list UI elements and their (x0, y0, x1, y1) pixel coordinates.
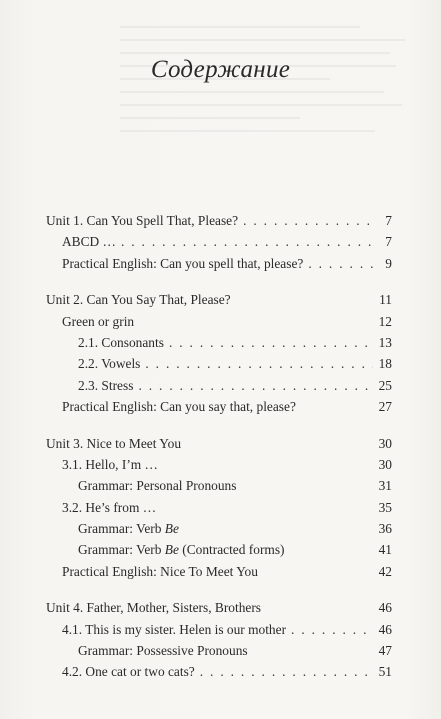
page-number: 9 (385, 255, 392, 271)
toc-unit (46, 289, 392, 417)
toc-entry[interactable] (46, 332, 392, 353)
toc-entry-suffix: (Contracted forms) (178, 542, 285, 558)
toc-entry-title (46, 597, 261, 618)
dot-leader (243, 210, 373, 231)
toc-entry[interactable] (46, 561, 392, 582)
toc-entry-title (62, 396, 296, 417)
toc-entry-text: Grammar: Possessive Pronouns (78, 643, 248, 659)
toc-entry-text: 4.1. This is my sister. Helen is our mother (62, 621, 287, 637)
page-number: 30 (378, 456, 392, 472)
toc-entry[interactable] (46, 353, 392, 374)
page-number: 7 (385, 213, 392, 228)
toc-unit-heading[interactable] (46, 210, 392, 231)
toc-entry-title (62, 311, 134, 332)
page-number: 18 (378, 356, 392, 372)
page-number: 41 (378, 542, 392, 558)
toc-entry-title (62, 497, 156, 518)
dot-leader (200, 661, 373, 682)
dot-leader (169, 332, 373, 353)
toc-entry[interactable] (46, 375, 392, 396)
toc-entry-italic: Be (164, 542, 179, 558)
page-number: 30 (378, 435, 392, 451)
page-number: 36 (378, 521, 392, 537)
toc-entry[interactable] (46, 475, 392, 496)
page-title: Содержание (150, 56, 291, 83)
toc-entry-text: 2.1. Consonants (78, 334, 164, 350)
toc-entry-title (62, 619, 286, 640)
toc-entry-text: 3.1. Hello, I’m … (62, 456, 158, 472)
toc-entry-text: Unit 1. Can You Spell That, Please? (46, 213, 239, 228)
toc-unit-heading[interactable] (46, 433, 392, 454)
toc-entry-text: Practical English: Can you spell that, please? (62, 255, 304, 271)
toc-entry[interactable] (46, 539, 392, 560)
dot-leader (291, 619, 373, 640)
toc-entry-text: 4.2. One cat or two cats? (62, 664, 195, 680)
toc-entry-title (62, 661, 195, 682)
toc-entry-title (78, 475, 236, 496)
page-number: 12 (378, 313, 392, 329)
page-number: 11 (379, 292, 392, 308)
dot-leader (308, 253, 373, 274)
page-number: 42 (378, 563, 392, 579)
toc-entry[interactable] (46, 454, 392, 475)
toc-entry[interactable] (46, 253, 392, 274)
toc-entry-title (78, 375, 133, 396)
toc-entry[interactable] (46, 497, 392, 518)
page-number: 31 (378, 478, 392, 494)
table-of-contents (46, 210, 392, 698)
toc-entry-text: ABCD … (62, 234, 116, 250)
page-number: 25 (378, 377, 392, 393)
page-number: 46 (378, 600, 392, 616)
dot-leader (121, 231, 373, 252)
dot-leader (138, 375, 373, 396)
toc-entry-text: Grammar: Verb (78, 542, 165, 558)
toc-entry-title (62, 561, 258, 582)
toc-entry-text: 2.3. Stress (78, 377, 134, 393)
show-through-text (120, 26, 420, 156)
toc-entry[interactable] (46, 518, 392, 539)
toc-entry-title (46, 289, 231, 310)
toc-unit (46, 597, 392, 683)
toc-entry-text: Grammar: Verb (78, 521, 165, 537)
toc-entry-text: Unit 2. Can You Say That, Please? (46, 292, 231, 308)
toc-entry-title (46, 433, 181, 454)
toc-entry-title (62, 231, 116, 252)
toc-entry-text: Unit 4. Father, Mother, Sisters, Brothers (46, 600, 262, 616)
toc-entry-title (62, 253, 303, 274)
toc-entry[interactable] (46, 231, 392, 252)
toc-entry-title (62, 454, 158, 475)
page-number: 13 (378, 334, 392, 350)
toc-entry-title (46, 210, 238, 231)
toc-unit-heading[interactable] (46, 289, 392, 310)
toc-entry-italic: Be (164, 521, 179, 537)
toc-entry-title (78, 353, 140, 374)
page-number: 46 (378, 621, 392, 637)
page-number: 47 (378, 643, 392, 659)
toc-unit (46, 210, 392, 274)
toc-entry-text: Unit 3. Nice to Meet You (46, 435, 182, 451)
page-number: 7 (385, 234, 392, 250)
toc-unit (46, 433, 392, 583)
toc-entry-title (78, 332, 164, 353)
page-number: 35 (378, 499, 392, 515)
toc-entry[interactable] (46, 640, 392, 661)
toc-entry-text: Practical English: Nice To Meet You (62, 563, 258, 579)
dot-leader (145, 353, 373, 374)
toc-entry-title (78, 539, 285, 560)
toc-unit-heading[interactable] (46, 597, 392, 618)
toc-entry[interactable] (46, 661, 392, 682)
toc-entry-text: Green or grin (62, 313, 135, 329)
toc-entry-text: 3.2. He’s from … (62, 499, 157, 515)
page-number: 51 (378, 664, 392, 680)
toc-entry[interactable] (46, 311, 392, 332)
toc-entry[interactable] (46, 619, 392, 640)
toc-entry-text: 2.2. Vowels (78, 356, 141, 372)
toc-entry-text: Grammar: Personal Pronouns (78, 478, 237, 494)
toc-entry-title (78, 640, 248, 661)
toc-entry[interactable] (46, 396, 392, 417)
toc-entry-title (78, 518, 179, 539)
page-number: 27 (378, 399, 392, 415)
toc-entry-text: Practical English: Can you say that, please? (62, 399, 296, 415)
